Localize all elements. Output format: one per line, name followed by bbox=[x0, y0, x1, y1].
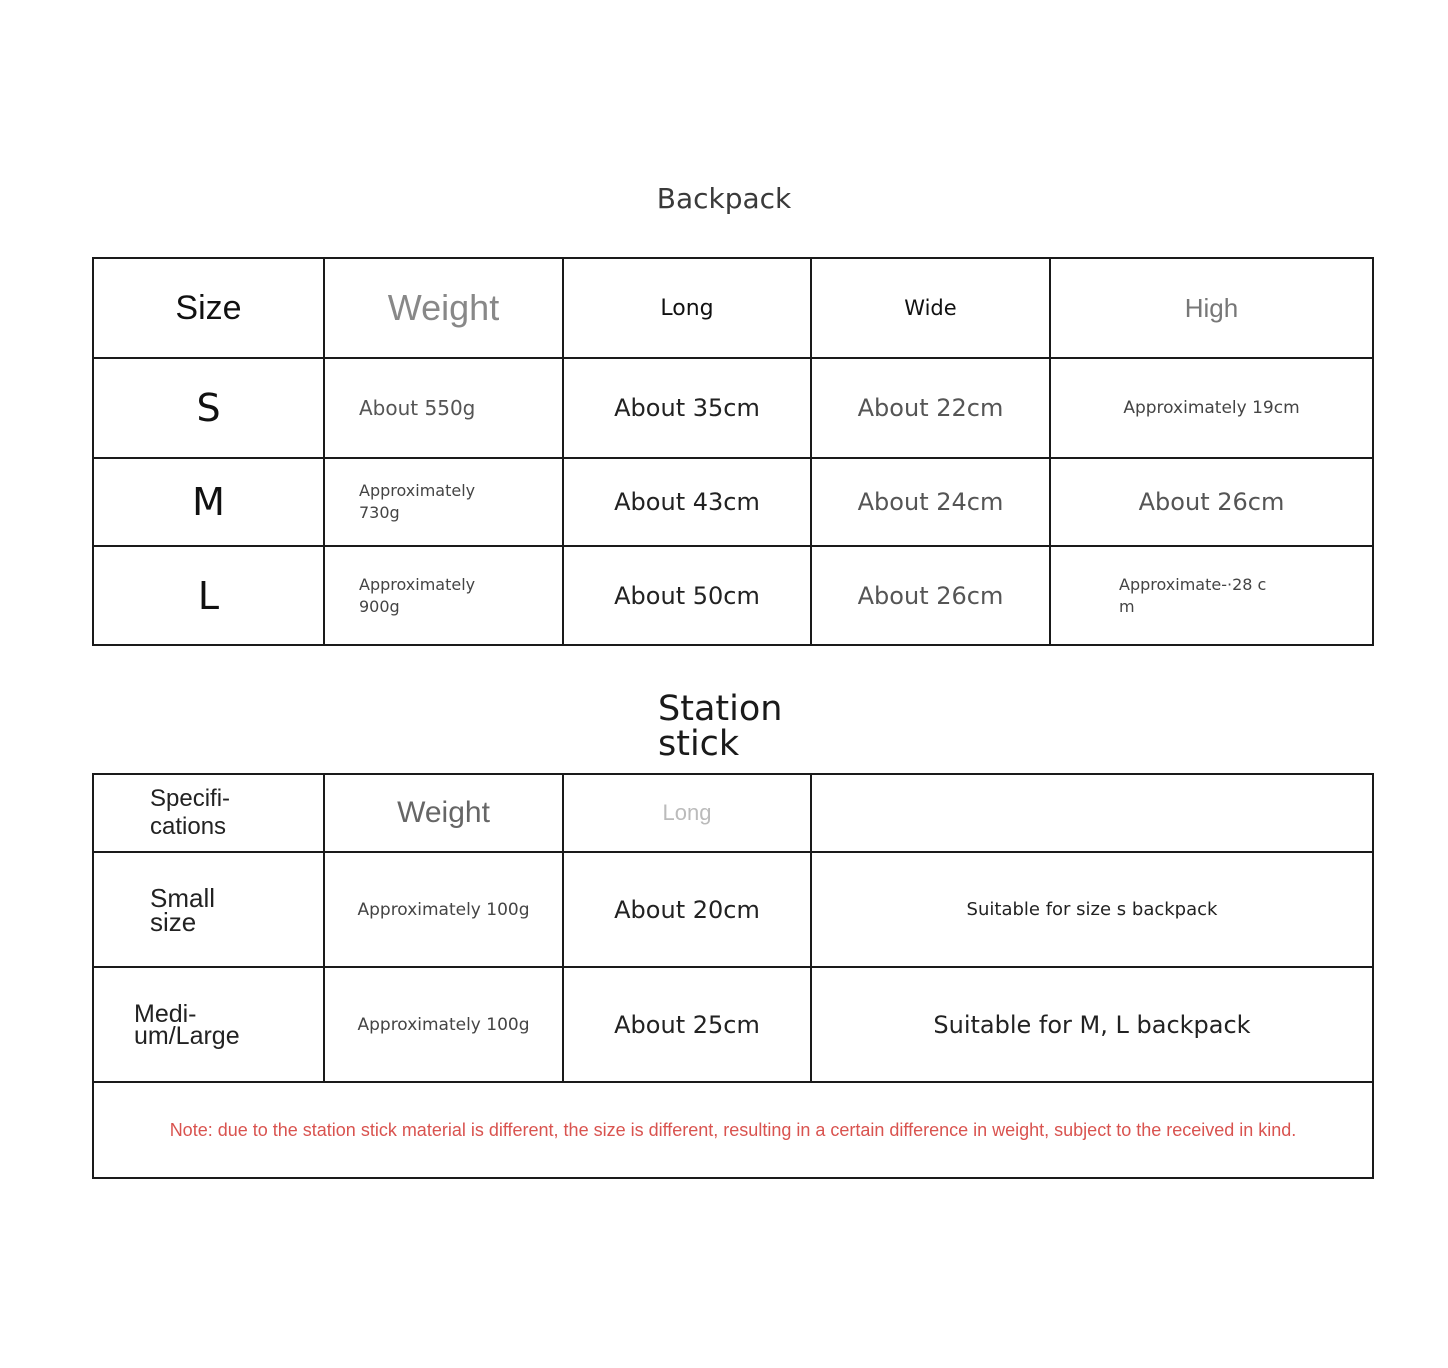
long-cell: About 20cm bbox=[563, 852, 811, 967]
high-cell: About 26cm bbox=[1050, 458, 1373, 546]
station-stick-title: Station stick bbox=[658, 689, 783, 764]
table-row bbox=[93, 967, 1373, 1082]
fit-cell: Suitable for M, L backpack bbox=[811, 967, 1373, 1082]
size-cell: M bbox=[93, 458, 324, 546]
header-long: Long bbox=[563, 774, 811, 852]
long-cell: About 43cm bbox=[563, 458, 811, 546]
weight-cell: Approximately 100g bbox=[324, 967, 563, 1082]
header-blank bbox=[811, 774, 1373, 852]
table-row bbox=[93, 852, 1373, 967]
size-cell: S bbox=[93, 358, 324, 458]
table-row bbox=[93, 546, 1373, 645]
note-row bbox=[93, 1082, 1373, 1178]
wide-cell: About 26cm bbox=[811, 546, 1050, 645]
header-wide: Wide bbox=[811, 258, 1050, 358]
backpack-size-table bbox=[92, 257, 1374, 646]
weight-cell: Approximately 900g bbox=[324, 546, 563, 645]
high-cell: Approximately 19cm bbox=[1050, 358, 1373, 458]
header-size: Size bbox=[93, 258, 324, 358]
wide-cell: About 22cm bbox=[811, 358, 1050, 458]
table-row bbox=[93, 358, 1373, 458]
long-cell: About 35cm bbox=[563, 358, 811, 458]
long-cell: About 25cm bbox=[563, 967, 811, 1082]
weight-cell: Approximately 730g bbox=[324, 458, 563, 546]
header-weight: Weight bbox=[324, 258, 563, 358]
weight-cell: About 550g bbox=[324, 358, 563, 458]
table-header-row bbox=[93, 774, 1373, 852]
high-cell: Approximate-·28 c m bbox=[1050, 546, 1373, 645]
header-specifications: Specifi-cations bbox=[93, 774, 324, 852]
size-cell: L bbox=[93, 546, 324, 645]
table-row bbox=[93, 458, 1373, 546]
backpack-title: Backpack bbox=[656, 182, 792, 215]
fit-cell: Suitable for size s backpack bbox=[811, 852, 1373, 967]
table-header-row bbox=[93, 258, 1373, 358]
station-stick-table bbox=[92, 773, 1374, 1179]
spec-cell: Medi-um/Large bbox=[93, 967, 324, 1082]
note-text: Note: due to the station stick material is different, the size is different, resulting in a certain difference in weight, subject to the received in kind. bbox=[93, 1082, 1373, 1178]
header-weight: Weight bbox=[324, 774, 563, 852]
header-high: High bbox=[1050, 258, 1373, 358]
weight-cell: Approximately 100g bbox=[324, 852, 563, 967]
wide-cell: About 24cm bbox=[811, 458, 1050, 546]
long-cell: About 50cm bbox=[563, 546, 811, 645]
spec-cell: Small size bbox=[93, 852, 324, 967]
header-long: Long bbox=[563, 258, 811, 358]
